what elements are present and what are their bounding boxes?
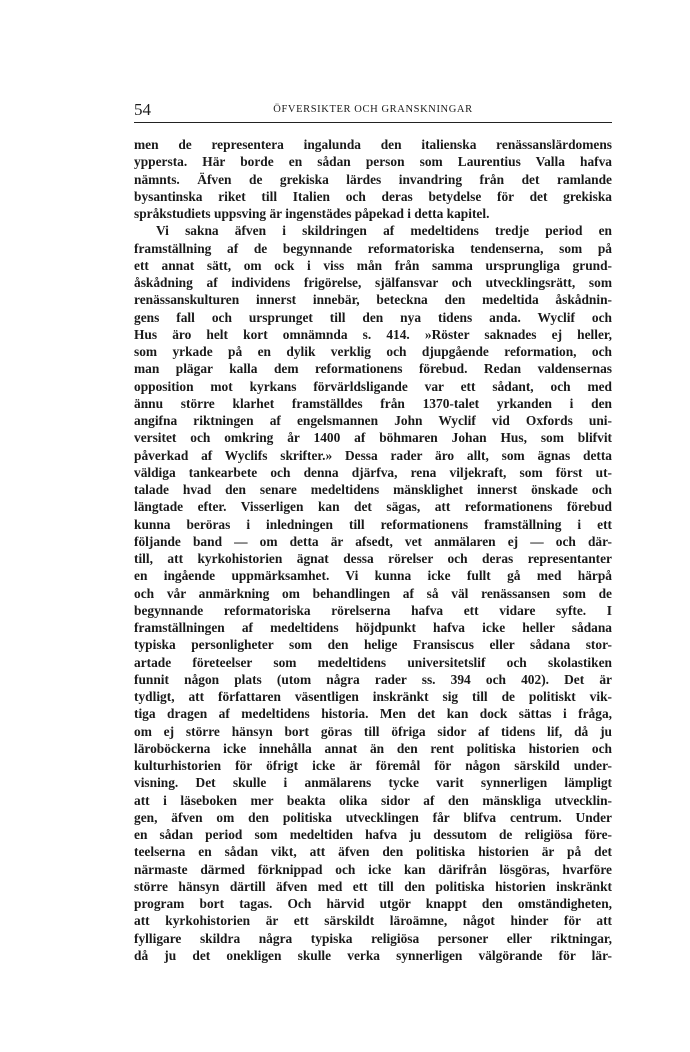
- text-line: gen, äfven om den politiska utvecklingen får blifva centrum. Under: [134, 809, 612, 825]
- text-line: en sådan period som medeltiden hafva ju dessutom de religiösa före-: [134, 827, 612, 842]
- text-line: att i läseboken mer beakta olika sidor af den mänskliga utvecklin-: [134, 792, 612, 808]
- text-line: närmaste därmed förknippad och icke kan därifrån lösgöras, hvarföre: [134, 861, 612, 877]
- text-line: program bort tagas. Och härvid utgör knappt den omständigheten,: [134, 896, 612, 911]
- text-line: påverkad af Wyclifs skrifter.» Dessa rader äro allt, som ägnas detta: [134, 447, 612, 463]
- text-line: bysantinska riket till Italien och deras betydelse för det grekiska: [134, 188, 612, 204]
- text-line: större hänsyn därtill äfven med ett till den politiska historien inskränkt: [134, 878, 612, 894]
- page-number: 54: [134, 100, 151, 119]
- text-line: läroböckerna icke innehålla annat än den rent politiska historien och: [134, 740, 612, 756]
- text-line: artade företeelser som medeltidens universitetslif och skolastiken: [134, 654, 612, 670]
- text-line: opposition mot kyrkans förvärldsligande var ett sådant, och med: [134, 378, 612, 394]
- text-line: ett annat sätt, om ock i viss mån från samma ursprungliga grund-: [134, 257, 612, 273]
- text-line: till, att kyrkohistorien ägnat dessa rörelser och deras representanter: [134, 551, 612, 566]
- text-line: funnit någon plats (utom några rader ss. 394 och 402). Det är: [134, 671, 612, 687]
- text-line: gens fall och ursprunget till den nya tidens anda. Wyclif och: [134, 309, 612, 325]
- text-line: tydligt, att författaren väsentligen inskränkt sig till de politiskt vik-: [134, 689, 612, 704]
- text-line: om ej större hänsyn bort göras till öfriga sidor af tidens lif, då ju: [134, 723, 612, 739]
- running-head: ÖFVERSIKTER OCH GRANSKNINGAR: [273, 104, 473, 115]
- page-header: [134, 100, 612, 123]
- text-line: versitet och omkring år 1400 af böhmaren Johan Hus, som blifvit: [134, 430, 612, 446]
- text-line: framställning af de begynnande reformatoriska tendenserna, som på: [134, 240, 612, 256]
- text-line: väldiga tankearbete och denna djärfva, rena viljekraft, som först ut-: [134, 464, 612, 480]
- text-line: att kyrkohistorien är ett särskildt läroämne, något hinder för att: [134, 913, 612, 929]
- text-line: Vi sakna äfven i skildringen af medeltidens tredje period en: [156, 223, 612, 239]
- text-line: begynnande reformatoriska rörelserna hafva ett vidare syfte. I: [134, 602, 612, 618]
- text-line: yppersta. Här borde en sådan person som Laurentius Valla hafva: [134, 154, 612, 170]
- text-line: framställningen af medeltidens höjdpunkt hafva icke heller sådana: [134, 620, 612, 635]
- text-line: åskådning af individens frigörelse, själfansvar och utvecklingsrätt, som: [134, 275, 612, 290]
- text-line: ännu större klarhet framställdes från 1370-talet yrkanden i den: [134, 395, 612, 411]
- text-line: nämnts. Äfven de grekiska lärdes invandring från det ramlande: [134, 171, 612, 187]
- text-line: tiga dragen af medeltidens historia. Men det kan dock sättas i fråga,: [134, 706, 612, 722]
- text-line: Hus äro helt kort omnämnda s. 414. »Röster saknades ej heller,: [134, 326, 612, 342]
- text-line: fylligare skildra några typiska religiösa personer eller riktningar,: [134, 930, 612, 946]
- text-line: en ingående uppmärksamhet. Vi kunna icke fullt gå med härpå: [134, 568, 612, 584]
- text-line: talade hvad den senare medeltidens mänsklighet innerst önskade och: [134, 482, 612, 497]
- text-line: längtade efter. Visserligen kan det sägas, att reformationens förebud: [134, 499, 612, 515]
- text-line: visning. Det skulle i anmälarens tycke varit synnerligen lämpligt: [134, 775, 612, 791]
- text-line: men de representera ingalunda den italienska renässanslärdomens: [134, 137, 612, 152]
- text-line: typiska personligheter som den helige Fransiscus eller sådana stor-: [134, 637, 612, 653]
- text-line: kunna beröras i inledningen till reformationens framställning i ett: [134, 516, 612, 532]
- text-line: renässanskulturen innerst innebär, beteckna den medeltida åskådnin-: [134, 292, 612, 308]
- text-line: man plägar kalla dem reformationens förebud. Redan valdensernas: [134, 361, 612, 377]
- text-line: som yrkade på en dylik verklig och djupgående reformation, och: [134, 344, 612, 359]
- text-line: och vår anmärkning om behandlingen af så väl renässansen som de: [134, 585, 612, 601]
- text-line: teelserna en sådan vikt, att äfven den politiska historien är på det: [134, 844, 612, 860]
- body-text: [134, 136, 612, 964]
- text-line: då ju det onekligen skulle verka synnerligen välgörande för lär-: [134, 947, 612, 963]
- text-line: kulturhistorien för öfrigt icke är föremål för någon särskild under-: [134, 758, 612, 773]
- text-line: angifna riktningen af engelsmannen John Wyclif vid Oxfords uni-: [134, 413, 612, 428]
- text-line: följande band — om detta är afsedt, vet anmälaren ej — och där-: [134, 533, 612, 549]
- text-line: språkstudiets uppsving är ingenstädes påpekad i detta kapitel.: [134, 206, 490, 221]
